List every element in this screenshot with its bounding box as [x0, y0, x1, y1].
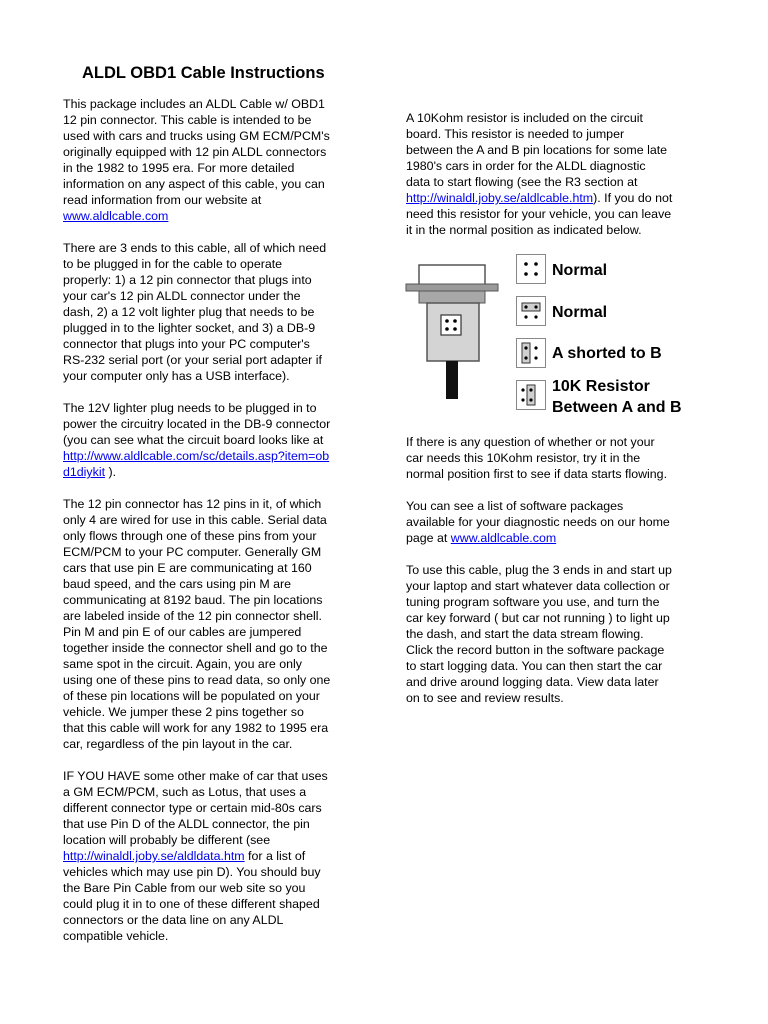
label-normal-2: Normal	[552, 304, 608, 321]
label-resistor-line2: Between A and B	[552, 399, 682, 416]
cable-ends-paragraph: There are 3 ends to this cable, all of which need to be plugged in for the cable to operate properly: 1) a 12 pin connector that plugs into your car's 12 pin ALDL connector under the dash, 2) a 12 volt lighter plug that needs to be plugged in to the lighter socket, and 3) a DB-9 connector that plugs into your PC computer's RS-232 serial port (or your serial port adapter if your computer only has a USB interface).	[63, 241, 327, 383]
jumper-shorted-icon	[516, 338, 546, 368]
right-column-bottom	[406, 434, 706, 722]
jumper-normal-2-icon	[516, 296, 546, 326]
details-link[interactable]: http://www.aldlcable.com/sc/details.asp?item=ob	[63, 449, 330, 463]
left-column	[63, 96, 363, 960]
pin-paragraph: The 12 pin connector has 12 pins in it, of which only 4 are wired for use in this cable. Serial data only flows through one of these pins from your ECM/PCM to your PC computer. Generally GM cars that use pin E are communicating at 160 baud speed, and the cars using pin M are communicating at 8192 baud. The pin locations are labeled inside of the 12 pin connector shell. Pin M and pin E of our cables are jumpered together inside the connector shell and go to the same spot in the circuit. Again, you are only using one of these pins to read data, so only one of these pin locations will be populated on your vehicle. We jumper these 2 pins together so that this cable will work for any 1982 to 1995 era car, regardless of the pin layout in the car.	[63, 497, 331, 751]
page-title: ALDL OBD1 Cable Instructions	[82, 64, 325, 82]
intro-paragraph: This package includes an ALDL Cable w/ OBD1 12 pin connector. This cable is intended to be used with cars and trucks using GM ECM/PCM's originally equipped with 12 pin ALDL connectors in the 1982 to 1995 era. For more detailed information on any aspect of this cable, you can read information from our website at www.aldlcable.com	[63, 97, 330, 223]
software-paragraph: You can see a list of software packages available for your diagnostic needs on our home page at www.aldlcable.com	[406, 499, 670, 545]
jumper-normal-1-icon	[516, 254, 546, 284]
usage-paragraph: To use this cable, plug the 3 ends in and start up your laptop and start whatever data collection or tuning program software you use, and turn the car key forward ( but car not running ) to light up the dash, and start the data stream flowing. Click the record button in the software package to start logging data. You can then start the car and drive around logging data. View data later on to see and review results.	[406, 563, 672, 705]
aldlcable-link[interactable]: http://winaldl.joby.se/aldlcable.htm	[406, 191, 594, 205]
question-paragraph: If there is any question of whether or not your car needs this 10Kohm resistor, try it in the normal position first to see if data starts flowing.	[406, 435, 668, 481]
lighter-plug-paragraph: The 12V lighter plug needs to be plugged in to power the circuitry located in the DB-9 connector (you can see what the circuit board looks like at http://www.aldlcable.com/sc/details.asp?item=ob d1diykit ).	[63, 401, 331, 479]
jumper-diagram	[404, 248, 716, 424]
label-shorted: A shorted to B	[552, 345, 662, 362]
website-link[interactable]: www.aldlcable.com	[63, 209, 169, 223]
right-column-top	[406, 110, 706, 254]
aldldata-link[interactable]: http://winaldl.joby.se/aldldata.htm	[63, 849, 245, 863]
details-link-continued[interactable]: d1diykit	[63, 465, 106, 479]
other-make-paragraph: IF YOU HAVE some other make of car that uses a GM ECM/PCM, such as Lotus, that uses a different connector type or certain mid-80s cars that use Pin D of the ALDL connector, the pin location will probably be different (see http://winaldl.joby.se/aldldata.htm for a list of vehicles which may use pin D). You should buy the Bare Pin Cable from our web site so you could plug it in to one of these different shaped connectors or the data line on any ALDL compatible vehicle.	[63, 769, 328, 943]
label-resistor-line1: 10K Resistor	[552, 378, 650, 395]
label-normal-1: Normal	[552, 262, 608, 279]
jumper-resistor-icon	[516, 380, 546, 410]
resistor-paragraph: A 10Kohm resistor is included on the circuit board. This resistor is needed to jumper between the A and B pin locations for some late 1980's cars in order for the ALDL diagnostic data to start flowing (see the R3 section at http://winaldl.joby.se/aldlcable.htm). If you do not need this resistor for your vehicle, you can leave it in the normal position as indicated below.	[406, 111, 673, 237]
home-page-link[interactable]: www.aldlcable.com	[450, 531, 557, 545]
